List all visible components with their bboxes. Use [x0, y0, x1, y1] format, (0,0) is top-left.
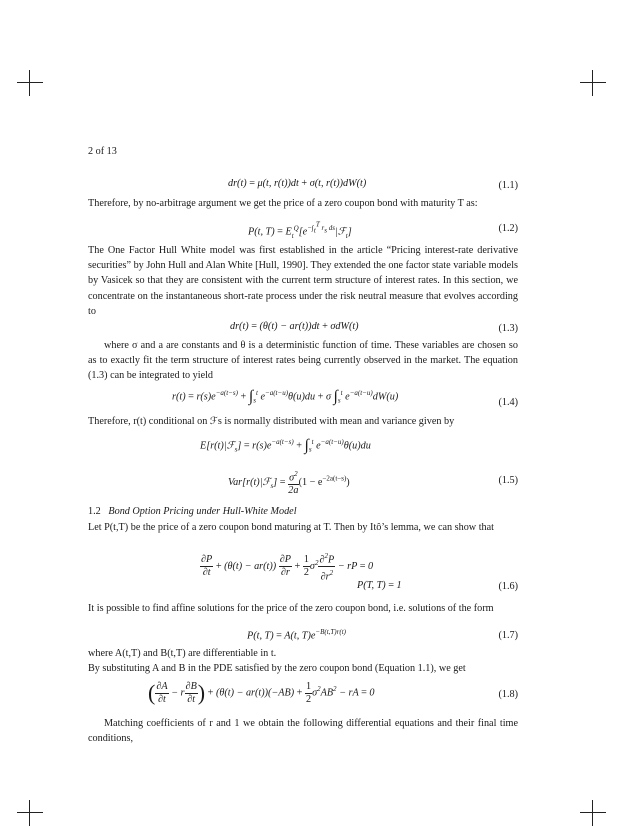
equation-label-1-6: (1.6) [498, 581, 518, 592]
section-heading [88, 504, 297, 519]
equation-label-1-8: (1.8) [498, 689, 518, 700]
equation-label-1-2: (1.2) [498, 223, 518, 234]
equation-label-1-5: (1.5) [498, 475, 518, 486]
section-title: Bond Option Pricing under Hull-White Model [108, 506, 297, 517]
equation-1-7: P(t, T) = A(t, $T)e^{-B(t,T)r(t)}$ [247, 628, 346, 642]
equation-1-2: P(t, $T) = E_t^Q[e^{-\int_t^T r_s ds}|ℱ_t]$ [248, 221, 352, 240]
paragraph-6: It is possible to find affine solutions for the price of the zero coupon bond, i.e. solutions of the form [88, 603, 494, 614]
page-number: 2 of 13 [88, 146, 117, 157]
crop-mark-bottom-left [17, 800, 43, 826]
equation-1-5-mean: E[r(t)|ℱ$_s$] = $r(s)e^{-a(t-s)} + \int_s^t$ $e^{-a(t-u)}\theta(u)du$ [200, 437, 371, 454]
equation-1-1: dr(t) = μ(t, r(t))dt + σ(t, r(t))dW(t) [228, 178, 367, 189]
paragraph-1: Therefore, by no-arbitrage argument we get the price of a zero coupon bond with maturity T as: [88, 198, 478, 209]
paragraph-7b: By substituting A and B in the PDE satisfied by the zero coupon bond (Equation 1.1), we get [88, 663, 466, 674]
equation-1-8: ( $\frac{\partial A}{\partial t}$ − r $\frac{\partial B}{\partial t}$ ) + (θ(t) − ar(t))(−AB) + $\frac{1}{2}$ $\sigma^2AB^2$ − rA = 0 [148, 680, 375, 705]
equation-1-5-variance: Var[r(t)|ℱ$_s$] = $\frac{\sigma^2}{2a}$ $(1 - e^{-2a(t-s)})$ [228, 470, 350, 497]
paragraph-2: The One Factor Hull White model was first established in the article “Pricing interest-rate derivative securities” by John Hull and Alan White [Hull, 1990]. They extended the one factor state variable models by Vasicek so that they are consistent with the current term structure of interest rates. In this section, we concentrate on the instantaneous short-rate process under the risk neutral measure that evolves according to [88, 245, 518, 317]
equation-1-4: $r(t) = r(s)e^{-a(t-s)} + \int_s^t$ $e^{-a(t-u)}\theta(u)du + \sigma$ $\int_s^t$ $e^{-a(t-u)}dW(u)$ [172, 388, 399, 405]
crop-mark-top-left [17, 70, 43, 96]
paragraph-5: Let P(t,T) be the price of a zero coupon bond maturing at T. Then by Itô’s lemma, we can show that [88, 522, 494, 533]
paragraph-3: where σ and a are constants and θ is a deterministic function of time. These variables are chosen so as to exactly fit the term structure of interest rates being currently observed in the market. The equation (1.3) can be integrated to yield [88, 340, 518, 382]
paragraph-4: Therefore, r(t) conditional on ℱs is normally distributed with mean and variance given by [88, 416, 455, 427]
paragraph-8: Matching coefficients of r and 1 we obtain the following differential equations and their final time conditions, [88, 718, 518, 745]
crop-mark-bottom-right [580, 800, 606, 826]
equation-1-3: dr(t) = (θ(t) − ar(t))dt + σdW(t) [230, 321, 359, 332]
paragraph-7a: where A(t,T) and B(t,T) are differentiable in t. [88, 648, 277, 659]
section-number: 1.2 [88, 506, 101, 517]
equation-label-1-1: (1.1) [498, 180, 518, 191]
equation-1-6-pde: $\frac{\partial P}{\partial t}$ + (θ(t) − ar(t)) $\frac{\partial P}{\partial r}$ + $\frac{1}{2}$ $\sigma^2$ $\frac{\partial^2P}{\partial r^2}$ − rP = 0 [201, 552, 374, 583]
equation-label-1-4: (1.4) [498, 397, 518, 408]
equation-label-1-7: (1.7) [498, 630, 518, 641]
crop-mark-top-right [580, 70, 606, 96]
equation-1-6-terminal: P(T, T) = 1 [357, 580, 402, 591]
equation-label-1-3: (1.3) [498, 323, 518, 334]
